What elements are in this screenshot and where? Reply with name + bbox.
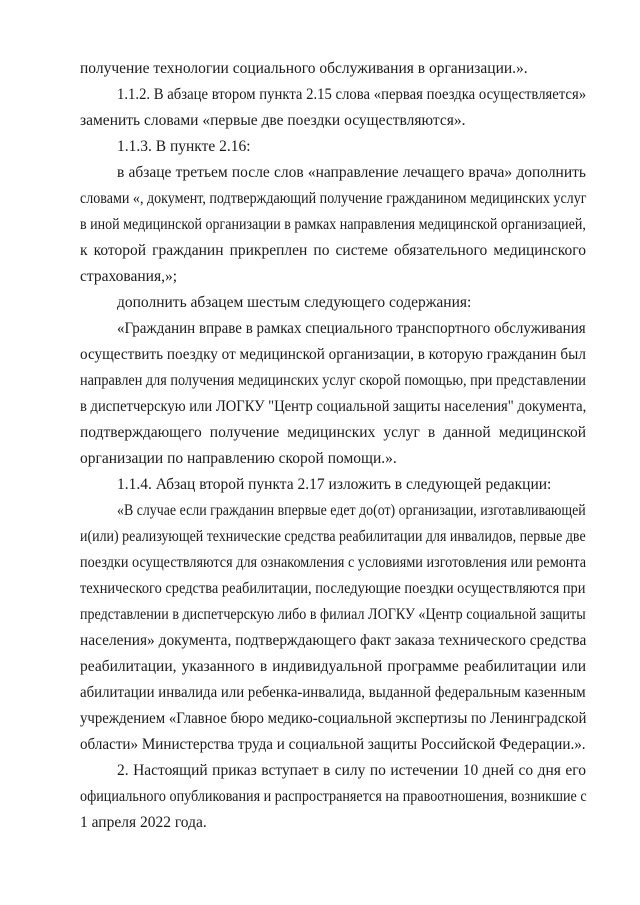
text-line: реабилитации, указанного в индивидуальной программе реабилитации или — [80, 658, 586, 675]
text-line: «В случае если гражданин впервые едет до(от) организации, изготавливающей — [117, 502, 586, 519]
text-line: направлен для получения медицинских услуг скорой помощью, при представлении — [80, 372, 586, 389]
text-line: 2. Настоящий приказ вступает в силу по истечении 10 дней со дня его — [117, 762, 586, 779]
text-line: 1.1.4. Абзац второй пункта 2.17 изложить в следующей редакции: — [117, 476, 552, 493]
text-line: в абзаце третьем после слов «направление лечащего врача» дополнить — [117, 164, 586, 181]
text-line: области» Министерства труда и социальной защиты Российской Федерации.». — [80, 736, 586, 753]
text-line: официального опубликования и распространяется на правоотношения, возникшие с — [80, 788, 587, 805]
text-line: страхования,»; — [80, 268, 178, 285]
text-line: осуществить поездку от медицинской организации, в которую гражданин был — [80, 346, 586, 363]
text-line: получение технологии социального обслуживания в организации.». — [80, 60, 528, 77]
text-line: заменить словами «первые две поездки осуществляются». — [80, 112, 466, 129]
text-line: в иной медицинской организации в рамках направления медицинской организацией, — [80, 216, 586, 233]
text-line: в диспетчерскую или ЛОГКУ "Центр социальной защиты населения" документа, — [80, 398, 587, 415]
text-line: 1.1.3. В пункте 2.16: — [117, 138, 251, 155]
text-line: «Гражданин вправе в рамках специального транспортного обслуживания — [117, 320, 586, 337]
text-line: представлении в диспетчерскую либо в филиал ЛОГКУ «Центр социальной защиты — [80, 606, 586, 623]
text-line: организации по направлению скорой помощи.». — [80, 450, 397, 467]
text-line: дополнить абзацем шестым следующего содержания: — [117, 294, 472, 311]
text-line: 1 апреля 2022 года. — [80, 814, 207, 831]
text-line: населения» документа, подтверждающего факт заказа технического средства — [80, 632, 587, 649]
text-line: технического средства реабилитации, последующие поездки осуществляются при — [80, 580, 586, 597]
text-line: словами «, документ, подтверждающий получение гражданином медицинских услуг — [80, 190, 587, 207]
text-line: и(или) реализующей технические средства реабилитации для инвалидов, первые две — [80, 528, 586, 545]
text-line: 1.1.2. В абзаце втором пункта 2.15 слова «первая поездка осуществляется» — [117, 86, 587, 103]
text-line: к которой гражданин прикреплен по системе обязательного медицинского — [80, 242, 586, 259]
text-line: подтверждающего получение медицинских услуг в данной медицинской — [80, 424, 586, 441]
text-line: абилитации инвалида или ребенка-инвалида, выданной федеральным казенным — [80, 684, 586, 701]
text-line: учреждением «Главное бюро медико-социальной экспертизы по Ленинградской — [80, 710, 587, 727]
text-line: поездки осуществляются для ознакомления с условиями изготовления или ремонта — [80, 554, 587, 571]
